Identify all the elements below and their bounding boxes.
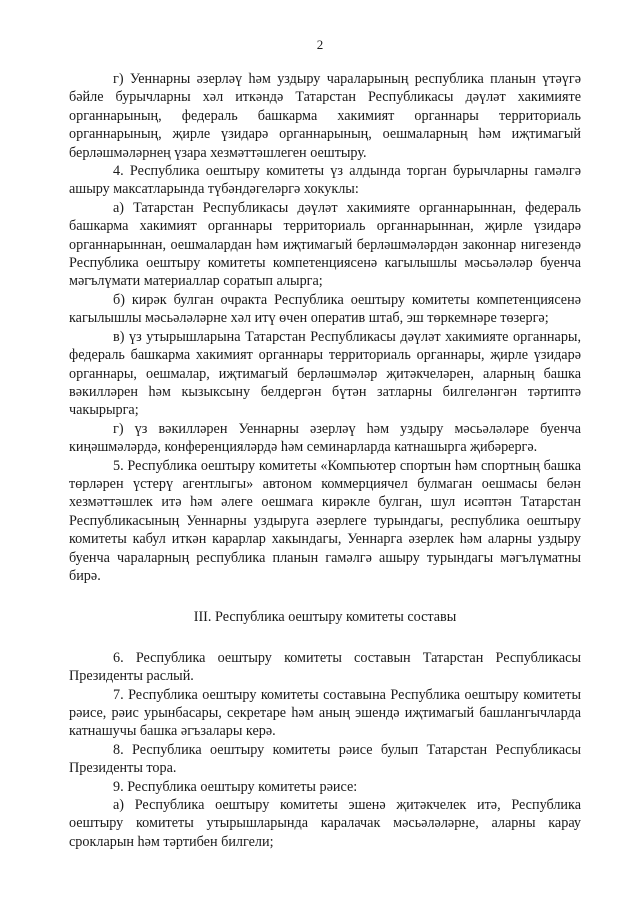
paragraph-clause-6: 6. Республика оештыру комитеты составын Татарстан Республикасы Президенты раслый. — [69, 649, 581, 685]
paragraph-item-a: а) Татарстан Республикасы дәүләт хакимияте органнарыннан, федераль башкарма хакимият органнары территориаль органнарыннан, җирле үзидарә органнарыннан, оешмалардан һәм иҗтимагый берләшмәләрдән законнар нигезендә Республика оештыру комитеты компетенциясенә кагылышлы мәсьәләләр буенча мәгълүмати материаллар соратып алырга; — [69, 199, 581, 290]
paragraph-clause-9: 9. Республика оештыру комитеты рәисе: — [113, 778, 358, 795]
paragraph-item-g: г) Уеннарны әзерләү һәм уздыру чараларының республика планын үтәүгә бәйле бурычларны хәл иткәндә Татарстан Республикасы дәүләт хакимияте органнарының, федераль башкарма хакимият органнары территориаль органнарының, җирле үзидарә органнарының, оешмаларның һәм иҗтимагый берләшмәләрнең үзара хезмәттәшлеген оештыру. — [69, 71, 581, 161]
paragraph-item-b: б) кирәк булган очракта Республика оештыру комитеты компетенциясенә кагылышлы мәсьәләләрне хәл итү өчен оператив штаб, эш төркемнәре төзергә; — [69, 291, 581, 327]
paragraph-clause-4: 4. Республика оештыру комитеты үз алдында торган бурычларны гамәлгә ашыру максатларында түбәндәгеләргә хокуклы: — [69, 163, 581, 198]
paragraph-clause-7: 7. Республика оештыру комитеты составына Республика оештыру комитеты рәисе, рәис урынбасары, секретаре һәм аның эшендә иҗтимагый башлангычларда катнашучы башка әгъзалары керә. — [69, 686, 581, 740]
paragraph-item-a2: а) Республика оештыру комитеты эшенә җитәкчелек итә, Республика оештыру комитеты утырышларында каралачак мәсьәләләрне, аларны карау срокларын һәм тәртибен билгели; — [69, 797, 581, 850]
paragraph-item-g2: г) үз вәкилләрен Уеннарны әзерләү һәм уздыру мәсьәләләре буенча киңәшмәләрдә, конференцияләрдә һәм семинарларда катнашырга җибәрергә. — [69, 420, 581, 456]
section-heading: III. Республика оештыру комитеты составы — [193, 609, 457, 626]
page-number: 2 — [316, 37, 324, 52]
document-body — [69, 70, 581, 851]
paragraph-clause-8: 8. Республика оештыру комитеты рәисе булып Татарстан Республикасы Президенты тора. — [69, 741, 581, 777]
paragraph-item-v: в) үз утырышларына Татарстан Республикасы дәүләт хакимияте органнары, федераль башкарма хакимият органнары территориаль органнары, җирле үзидарә органнары, оешмалар, иҗтимагый берләшмәләр җитәкчеләрен, аларның башка вәкилләрен һәм кызыксыну белдергән бүтән затларны билгеләнгән тәртиптә чакырырга; — [69, 328, 581, 419]
paragraph-clause-5: 5. Республика оештыру комитеты «Компьютер спортын һәм спортның башка төрләрен үстерү агентлыгы» автоном коммерциячел булмаган оешмасы белән хезмәттәшлек итә һәм әлеге оешмага кирәкле булган, шул исәптән Татарстан Республикасының Уеннарны уздыруга әзерлеге турындагы, республика оештыру комитеты кабул иткән карарлар хакындагы, Уеннарга әзерлек һәм аларны уздыру буенча чараларның республика планын гамәлгә ашыру турындагы мәгълүматны бирә. — [69, 457, 581, 584]
